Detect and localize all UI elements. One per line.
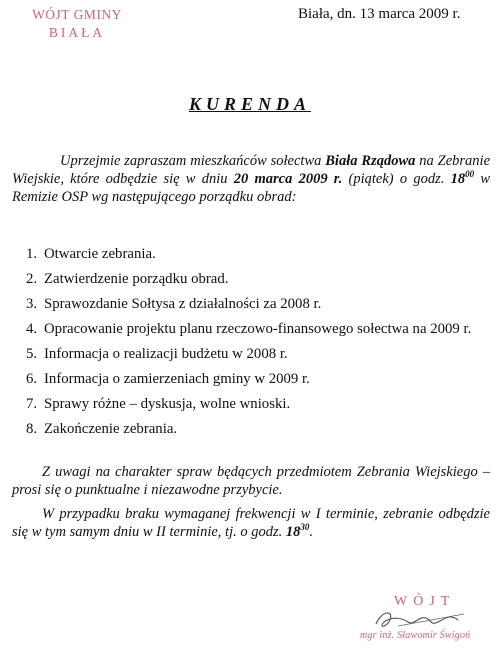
note-2-end: . (309, 524, 313, 540)
list-item (26, 295, 486, 313)
item-number: 1. (26, 246, 38, 262)
item-number: 2. (26, 271, 38, 287)
document-date: Biała, dn. 13 marca 2009 r. (298, 6, 461, 22)
item-number: 6. (26, 371, 38, 387)
second-term-hour: $18^{30}$ (285, 522, 310, 540)
second-term-note (12, 505, 490, 541)
item-number: 8. (26, 421, 38, 437)
item-text: Zatwierdzenie porządku obrad. (44, 271, 229, 287)
agenda-list (26, 245, 486, 445)
note-2-text: W przypadku braku wymaganej frekwencji w I terminie, zebranie odbędzie się w tym samym dniu w II terminie, tj. o godz. (12, 506, 490, 540)
handwritten-signature (368, 606, 478, 632)
list-item (26, 345, 486, 363)
signatory-name: mgr inż. Sławomir Świgoń (360, 630, 471, 641)
item-number: 4. (26, 321, 38, 337)
item-text: Otwarcie zebrania. (44, 246, 156, 262)
item-text: Sprawy różne – dyskusja, wolne wnioski. (44, 396, 291, 412)
note-1-text: Z uwagi na charakter spraw będących przedmiotem Zebrania Wiejskiego – prosi się o punktualne i niezawodne przybycie. (12, 464, 490, 498)
intro-text-3: (piątek) o godz. (342, 171, 451, 187)
list-item (26, 245, 486, 263)
item-text: Informacja o realizacji budżetu w 2008 r. (44, 346, 288, 362)
stamp-line-1: WÓJT GMINY (32, 7, 122, 22)
document-title: KURENDA (188, 94, 312, 114)
intro-date: 20 marca 2009 r. (233, 171, 343, 187)
item-number: 3. (26, 296, 38, 312)
list-item (26, 395, 486, 413)
list-item (26, 320, 486, 338)
item-text: Zakończenie zebrania. (44, 421, 178, 437)
signature-stamp-title: WÓJT (394, 594, 456, 609)
list-item (26, 270, 486, 288)
intro-village: Biała Rządowa (325, 153, 416, 169)
intro-text-2: na Zebranie Wiejskie, które odbędzie się w dniu (12, 153, 491, 187)
intro-text-4: w Remizie OSP wg następującego porządku obrad: (12, 171, 491, 205)
item-number: 5. (26, 346, 38, 362)
list-item (26, 370, 486, 388)
item-text: Sprawozdanie Sołtysa z działalności za 2008 r. (44, 296, 322, 312)
intro-hour: $18^{00}$ (450, 169, 475, 187)
item-text: Opracowanie projektu planu rzeczowo-finansowego sołectwa na 2009 r. (44, 321, 472, 337)
item-text: Informacja o zamierzeniach gminy w 2009 r. (44, 371, 310, 387)
list-item (26, 420, 486, 438)
municipal-stamp (22, 6, 132, 42)
intro-paragraph (12, 152, 490, 206)
punctuality-note (12, 463, 490, 499)
item-number: 7. (26, 396, 38, 412)
intro-text-1: Uprzejmie zapraszam mieszkańców sołectwa (60, 153, 326, 169)
stamp-line-2: BIAŁA (48, 25, 106, 40)
